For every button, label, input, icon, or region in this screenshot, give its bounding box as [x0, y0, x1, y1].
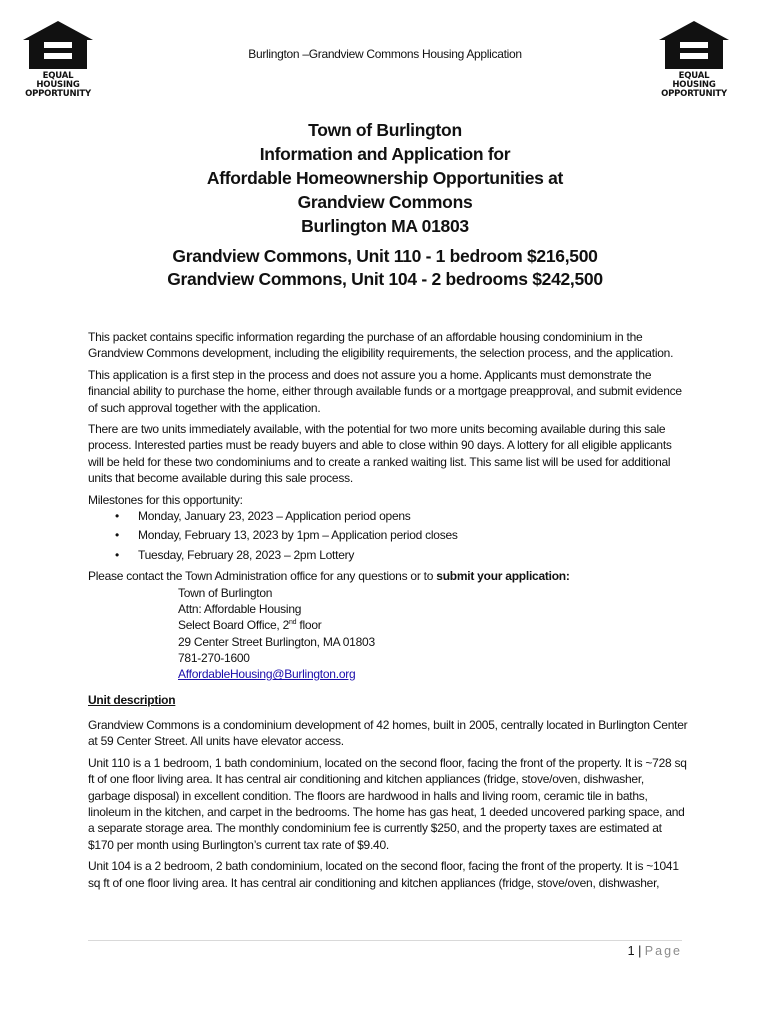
- page-label: Page: [644, 944, 682, 958]
- document-title: [0, 118, 770, 238]
- intro-paragraph: There are two units immediately available, with the potential for two more units becoming available during this sale process. Interested parties must be ready buyers and able to close within 90 days. A lottery for all eligible applicants will be held for these two condominiums and to create a ranked waiting list. This same list will be used for additional units that become available during this sale process.: [88, 422, 672, 486]
- unit-description-paragraph: Unit 104 is a 2 bedroom, 2 bath condominium, located on the second floor, facing the front of the property. It is ~1041 sq ft of one floor living area. It has central air conditioning and kitchen appliances (fridge, stove/oven, dishwasher,: [88, 859, 679, 890]
- unit-description-paragraph: Grandview Commons is a condominium development of 42 homes, built in 2005, centrally located in Burlington Center at 59 Center Street. All units have elevator access.: [88, 717, 688, 749]
- address-line: Town of Burlington: [178, 585, 273, 600]
- contact-address: [178, 585, 688, 683]
- contact-text: Please contact the Town Administration office for any questions or to: [88, 569, 437, 584]
- address-line: Attn: Affordable Housing: [178, 601, 302, 616]
- address-line: Select Board Office, 2nd floor: [178, 618, 322, 633]
- unit-prices: [0, 245, 770, 291]
- intro-paragraph: This application is a first step in the process and does not assure you a home. Applicants must demonstrate the financial ability to purchase the home, either through available funds or a mortgage preapproval, and submit evidence of such approval together with the application.: [88, 367, 682, 415]
- house-icon: [658, 20, 730, 70]
- milestones-label: Milestones for this opportunity:: [88, 492, 243, 507]
- logo-text-line1: EQUAL HOUSING: [672, 71, 716, 90]
- footer-separator: |: [638, 944, 642, 958]
- footer-divider: [88, 940, 682, 941]
- address-line: 29 Center Street Burlington, MA 01803: [178, 634, 375, 649]
- email-link[interactable]: AffordableHousing@Burlington.org: [178, 667, 356, 682]
- milestone-item: • Monday, February 13, 2023 by 1pm – Application period closes: [88, 527, 688, 543]
- contact-bold-text: submit your application:: [436, 569, 570, 584]
- logo-text-line1: EQUAL HOUSING: [36, 71, 80, 90]
- intro-paragraph: This packet contains specific information regarding the purchase of an affordable housing condominium in the Grandview Commons development, including the eligibility requirements, the selection process, and the application.: [88, 330, 674, 361]
- document-header: Burlington –Grandview Commons Housing Application: [248, 47, 522, 61]
- document-body: [88, 329, 688, 896]
- unit-110-price: Grandview Commons, Unit 110 - 1 bedroom $216,500: [172, 246, 598, 266]
- unit-description-paragraph: Unit 110 is a 1 bedroom, 1 bath condominium, located on the second floor, facing the front of the property. It is ~728 sq ft of one floor living area. It has central air conditioning and kitchen appliances (fridge, stove/oven, dishwasher, garbage disposal) in excellent condition. The floors are hardwood in halls and living room, ceramic tile in baths, linoleum in the kitchen, and carpet in the bedrooms. The home has gas heat, 1 deeded uncovered parking space, and a separate storage area. The monthly condominium fee is currently $250, and the property taxes are estimated at $170 per month using Burlington’s current tax rate of $9.40.: [88, 755, 687, 852]
- unit-104-price: Grandview Commons, Unit 104 - 2 bedrooms $242,500: [167, 269, 603, 289]
- title-line: Affordable Homeownership Opportunities at: [206, 168, 564, 188]
- phone-number: 781-270-1600: [178, 650, 250, 665]
- page-footer: [88, 944, 682, 958]
- title-line: Information and Application for: [259, 144, 511, 164]
- title-line: Town of Burlington: [308, 120, 462, 140]
- milestone-item: • Tuesday, February 28, 2023 – 2pm Lottery: [88, 547, 688, 563]
- milestone-item: • Monday, January 23, 2023 – Application period opens: [88, 508, 688, 524]
- page-number: 1: [627, 944, 635, 958]
- unit-description-heading: Unit description: [88, 693, 176, 708]
- title-line: Grandview Commons: [297, 192, 473, 212]
- logo-text-line2: OPPORTUNITY: [661, 89, 727, 99]
- logo-text-line2: OPPORTUNITY: [25, 89, 91, 99]
- milestones-list: [88, 508, 688, 563]
- title-line: Burlington MA 01803: [301, 216, 469, 236]
- house-icon: [22, 20, 94, 70]
- contact-paragraph: [88, 568, 688, 584]
